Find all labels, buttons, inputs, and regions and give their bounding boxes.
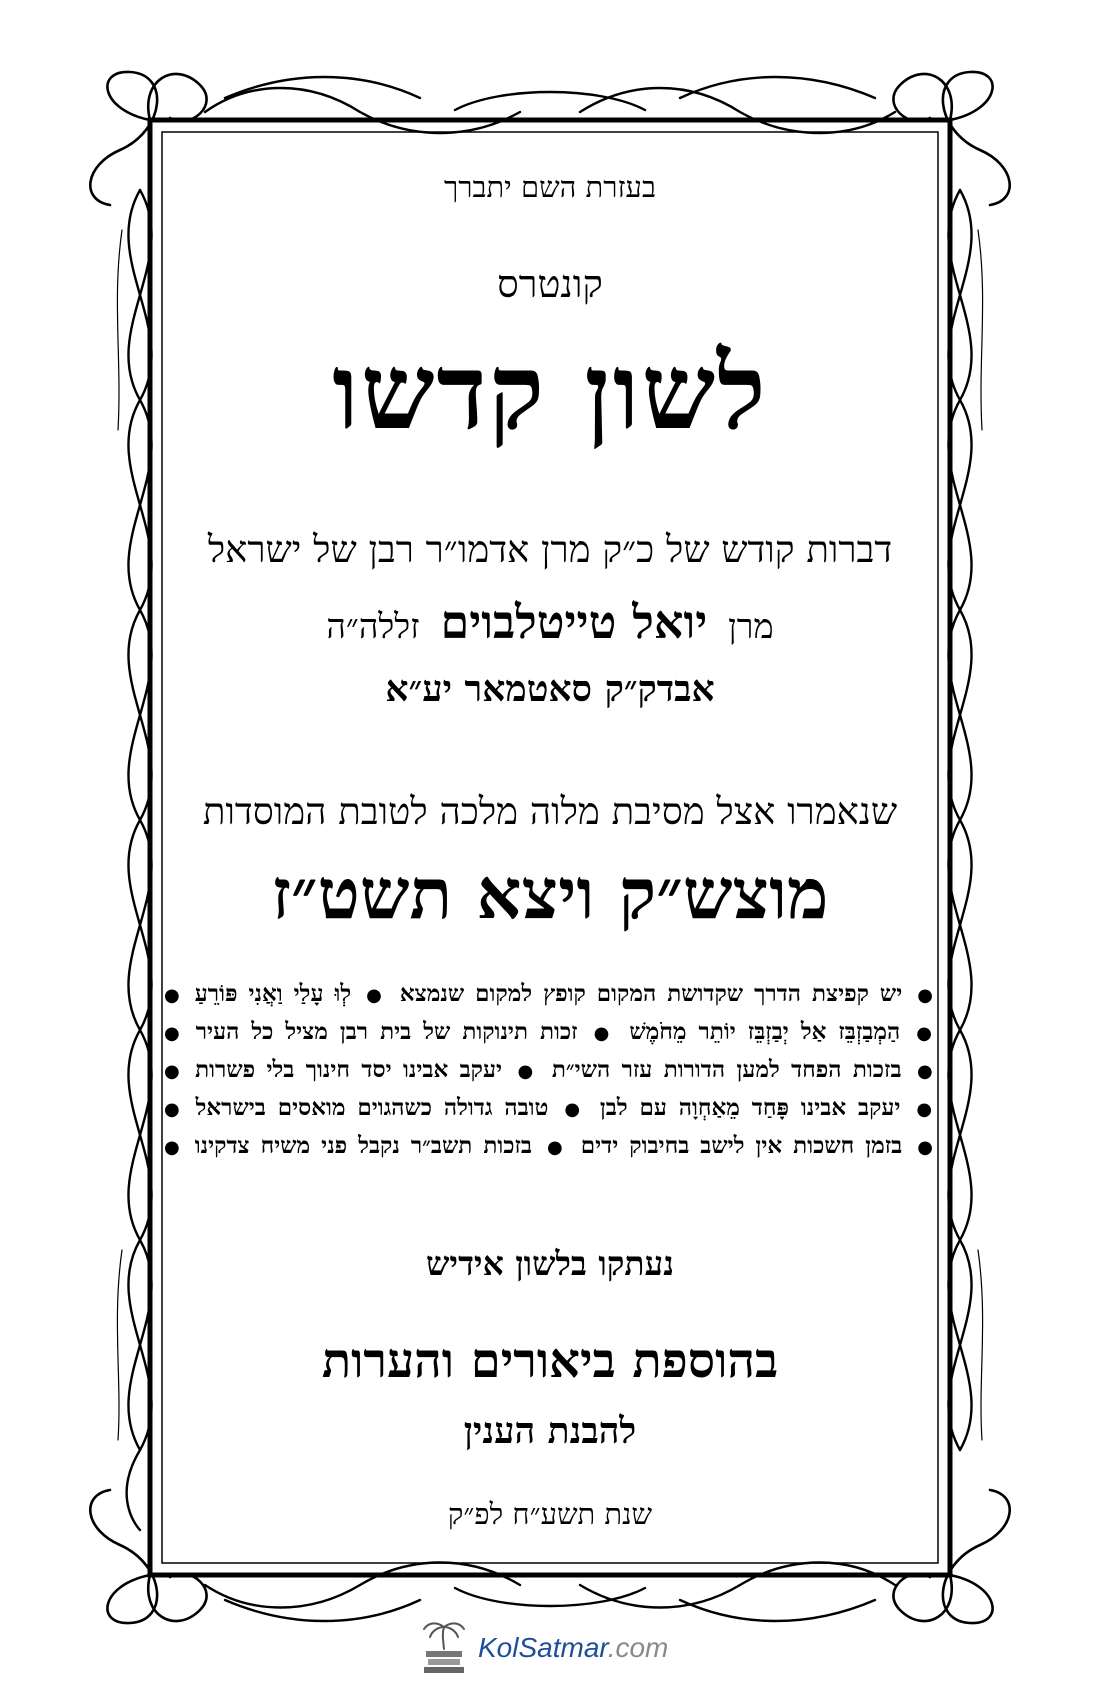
author-line-2 bbox=[160, 595, 940, 649]
topics-list bbox=[160, 975, 940, 1165]
topic-item: טובה גדולה כשהגוים מואסים בישראל bbox=[195, 1094, 549, 1121]
author-name: יואל טייטלבוים bbox=[440, 595, 708, 649]
brand-tld: .com bbox=[607, 1632, 669, 1663]
bullet-icon: ● bbox=[564, 1099, 584, 1120]
bullet-icon: ● bbox=[164, 1137, 180, 1158]
blessing-header: בעזרת השם יתברך bbox=[444, 170, 656, 204]
bullet-icon: ● bbox=[164, 1023, 180, 1044]
topic-item: יש קפיצת הדרך שקדושת המקום קופץ למקום שנמצא bbox=[399, 980, 903, 1007]
publication-year: שנת תשע״ח לפ״ק bbox=[447, 1497, 653, 1531]
occasion-description: שנאמרו אצל מסיבת מלוה מלכה לטובת המוסדות bbox=[202, 790, 898, 833]
author-line-1: דברות קודש של כ״ק מרן אדמו״ר רבן של ישראל bbox=[207, 528, 893, 571]
topics-row bbox=[160, 1013, 940, 1051]
bullet-icon: ● bbox=[916, 1061, 937, 1082]
additions-subtitle: להבנת הענין bbox=[463, 1410, 637, 1452]
topic-item: הַמְבַזְבֵּז אַל יְבַזְבֵּז יוֹתֵר מֵחֹמֶשׁ bbox=[629, 1018, 901, 1045]
topics-row bbox=[160, 975, 940, 1013]
topics-row bbox=[160, 1127, 940, 1165]
topic-item: בזמן חשכות אין לישב בחיבוק ידים bbox=[580, 1132, 903, 1159]
topic-item: לְוּ עָלַי וַאֲנִי פּוֹרֵעַ bbox=[194, 980, 352, 1007]
topics-row bbox=[160, 1089, 940, 1127]
bullet-icon: ● bbox=[916, 1099, 936, 1120]
author-prefix: מרן bbox=[728, 607, 774, 647]
author-suffix: זללה״ה bbox=[326, 607, 420, 647]
occasion-event: מוצש״ק ויצא תשט״ז bbox=[271, 852, 829, 935]
author-line-3: אבדק״ק סאטמאר יע״א bbox=[385, 668, 715, 710]
bullet-icon: ● bbox=[593, 1023, 614, 1044]
bullet-icon: ● bbox=[916, 1023, 936, 1044]
translation-note: נעתקו בלשון אידיש bbox=[426, 1244, 674, 1283]
topic-item: יעקב אבינו פָּחַד מֵאַחְוָה עם לבן bbox=[599, 1094, 901, 1121]
page-title: לשון קדשו bbox=[332, 330, 768, 453]
bullet-icon: ● bbox=[164, 1099, 180, 1120]
bullet-icon: ● bbox=[366, 985, 385, 1006]
topic-item: זכות תינוקות של בית רבן מציל כל העיר bbox=[195, 1018, 578, 1045]
brand-logo[interactable] bbox=[418, 1618, 698, 1678]
bullet-icon: ● bbox=[547, 1137, 566, 1158]
bullet-icon: ● bbox=[164, 985, 180, 1006]
bullet-icon: ● bbox=[917, 985, 936, 1006]
topics-row bbox=[160, 1051, 940, 1089]
kuntres-label: קונטרס bbox=[497, 262, 603, 306]
topic-item: בזכות תשב״ר נקבל פני משיח צדקינו bbox=[194, 1132, 532, 1159]
topic-item: יעקב אבינו יסד חינוך בלי פשרות bbox=[195, 1056, 503, 1083]
bullet-icon: ● bbox=[164, 1061, 180, 1082]
palm-tree-books-icon bbox=[418, 1619, 470, 1677]
additions-title: בהוספת ביאורים והערות bbox=[321, 1333, 779, 1389]
brand-name bbox=[478, 1632, 668, 1664]
brand-name-main: KolSatmar bbox=[478, 1632, 608, 1663]
topic-item: בזכות הפחד למען הדורות עזר השי״ת bbox=[551, 1056, 902, 1083]
bullet-icon: ● bbox=[917, 1137, 936, 1158]
bullet-icon: ● bbox=[517, 1061, 537, 1082]
